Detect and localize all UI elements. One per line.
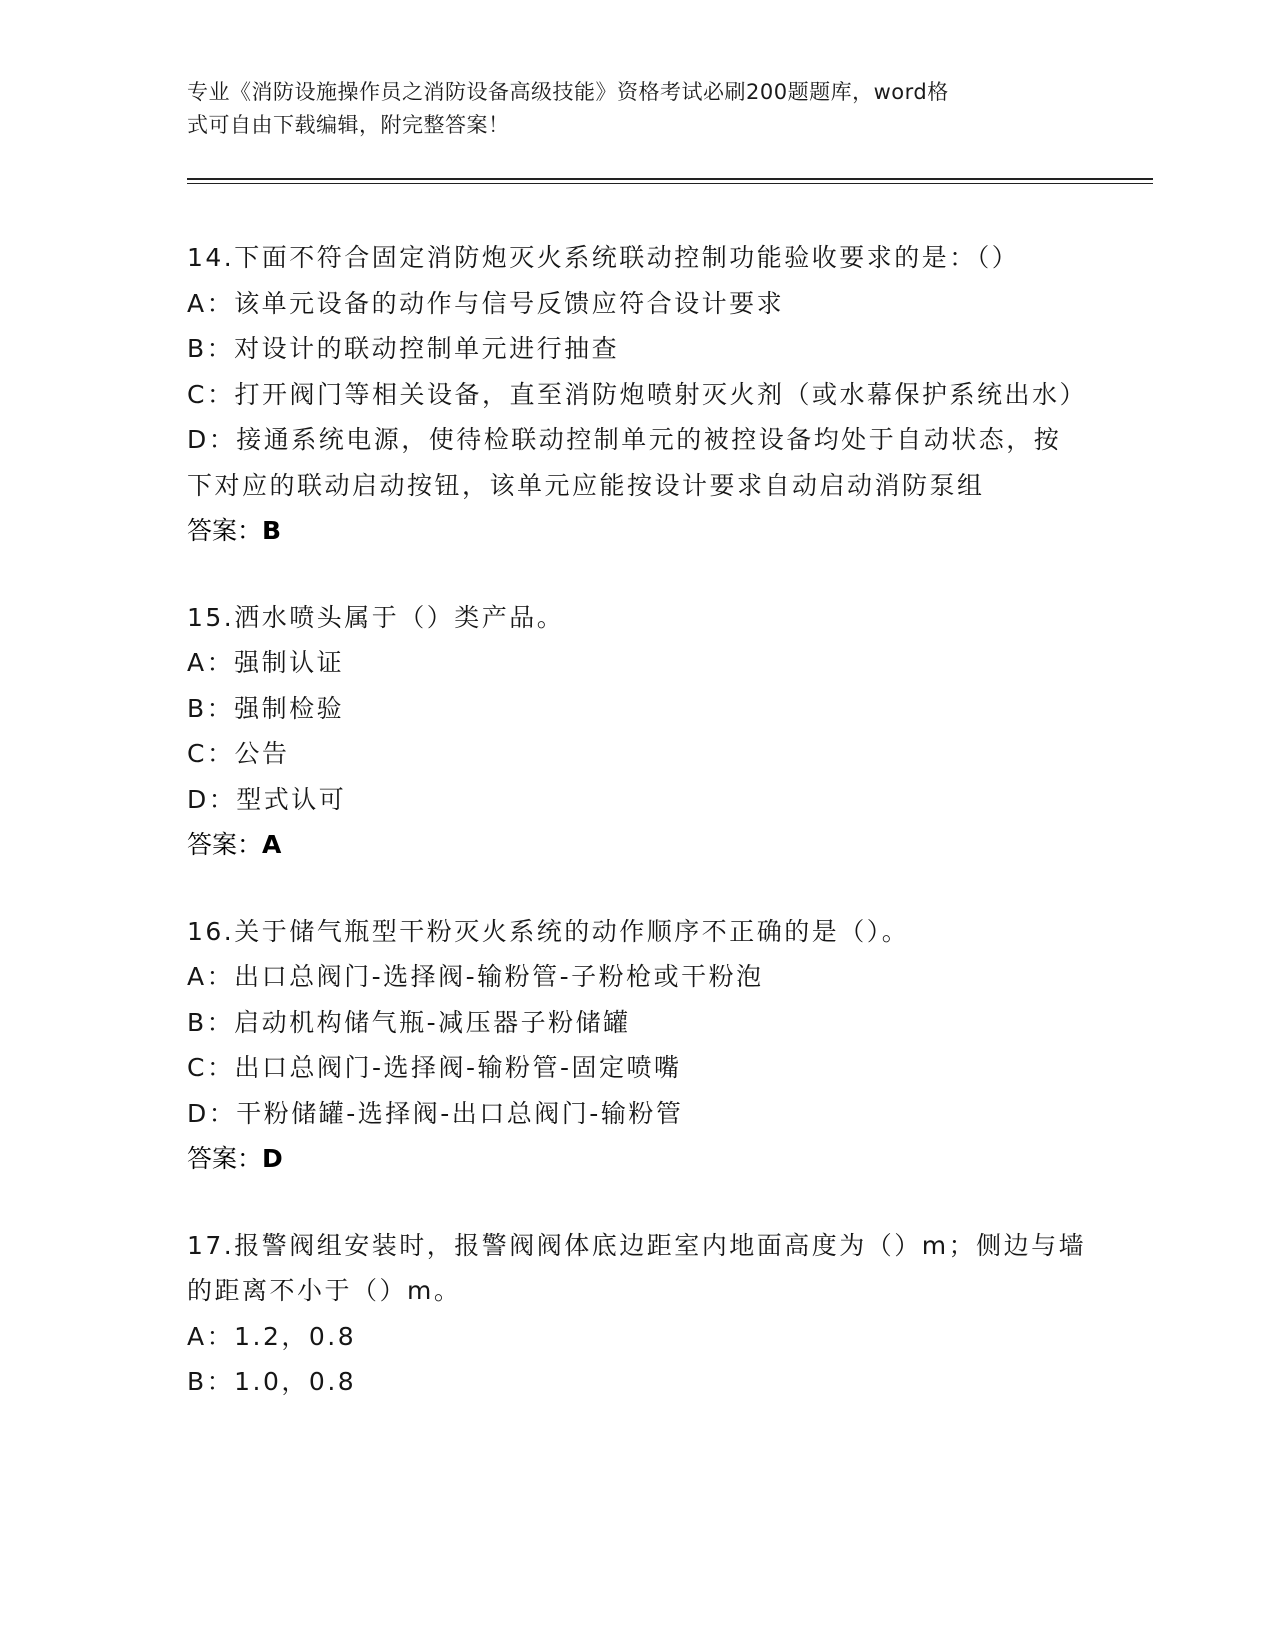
header-divider-thick [187, 178, 1153, 180]
header-line-2: 式可自由下载编辑，附完整答案！ [187, 113, 510, 137]
question-item [187, 1223, 1087, 1405]
answer-value: A [262, 830, 282, 859]
option-a: A：该单元设备的动作与信号反馈应符合设计要求 [187, 288, 785, 318]
option-c: C：打开阀门等相关设备，直至消防炮喷射灭火剂（或水幕保护系统出水） [187, 379, 1087, 409]
option-b: B：强制检验 [187, 693, 345, 723]
question-item [187, 909, 1087, 1182]
option-a: A：强制认证 [187, 648, 345, 677]
answer-line [187, 1136, 1087, 1182]
option-b: B：对设计的联动控制单元进行抽查 [187, 334, 620, 363]
option-b: B：1.0，0.8 [187, 1367, 357, 1396]
question-item [187, 595, 1087, 868]
option-d: D：干粉储罐-选择阀-出口总阀门-输粉管 [187, 1098, 684, 1128]
question-stem: 15.洒水喷头属于（）类产品。 [187, 602, 565, 632]
option-d: D：接通系统电源，使待检联动控制单元的被控设备均处于自动状态，按下对应的联动启动按钮，该单元应能按设计要求自动启动消防泵组 [187, 425, 1062, 500]
question-stem: 16.关于储气瓶型干粉灭火系统的动作顺序不正确的是（）。 [187, 916, 910, 946]
question-item [187, 235, 1087, 554]
answer-line [187, 822, 1087, 868]
option-c: C：出口总阀门-选择阀-输粉管-固定喷嘴 [187, 1053, 682, 1082]
question-stem: 17.报警阀组安装时，报警阀阀体底边距室内地面高度为（）m；侧边与墙的距离不小于（）m。 [187, 1230, 1087, 1305]
answer-label: 答案： [187, 516, 263, 545]
answer-value: B [262, 516, 282, 545]
document-header [187, 76, 1067, 142]
answer-line [187, 508, 1087, 554]
header-divider-thin [187, 183, 1153, 184]
answer-value: D [262, 1144, 283, 1173]
answer-label: 答案： [187, 830, 263, 859]
option-a: A：出口总阀门-选择阀-输粉管-子粉枪或干粉泡 [187, 962, 764, 991]
option-d: D：型式认可 [187, 784, 347, 814]
question-list [187, 235, 1087, 1446]
option-a: A：1.2，0.8 [187, 1321, 357, 1351]
option-b: B：启动机构储气瓶-减压器子粉储罐 [187, 1007, 631, 1037]
answer-label: 答案： [187, 1144, 263, 1173]
question-stem: 14.下面不符合固定消防炮灭火系统联动控制功能验收要求的是：（） [187, 243, 1020, 272]
option-c: C：公告 [187, 739, 290, 768]
header-line-1: 专业《消防设施操作员之消防设备高级技能》资格考试必刷200题题库，word格 [187, 80, 949, 104]
